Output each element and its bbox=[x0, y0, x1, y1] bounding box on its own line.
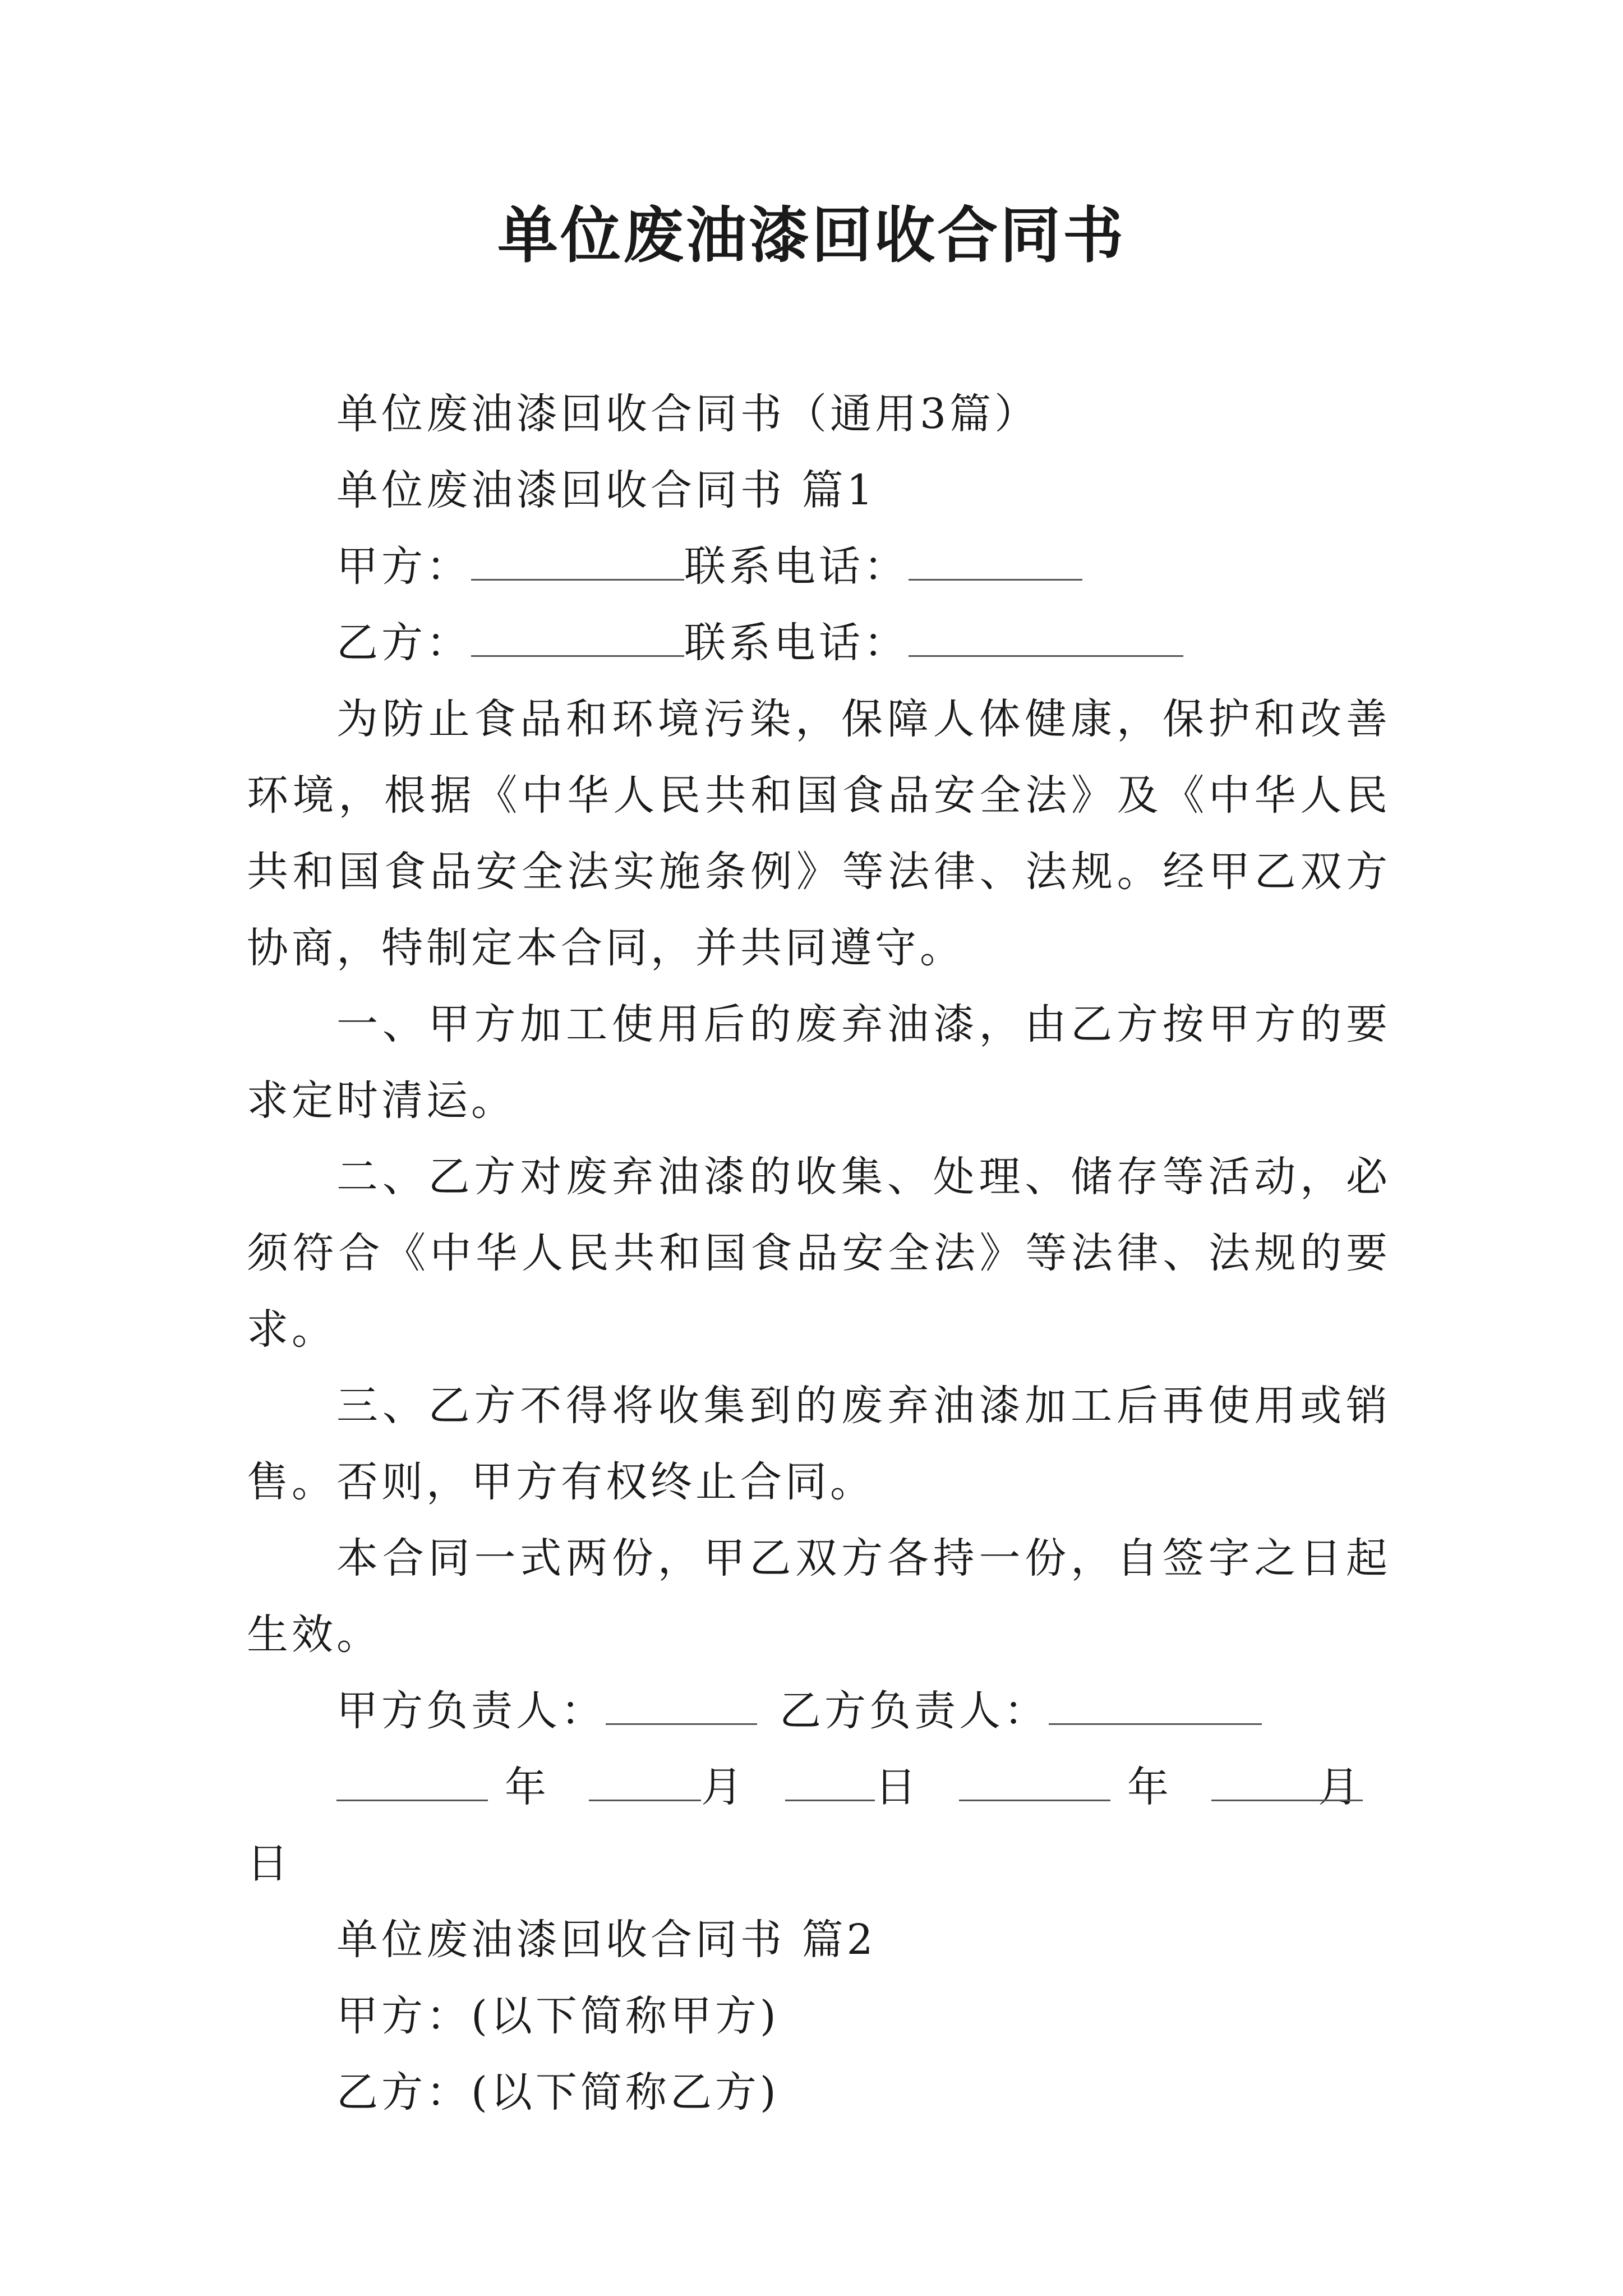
sign-b-label: 乙方负责人： bbox=[780, 1687, 1049, 1735]
date-b-day-label: 日 bbox=[247, 1839, 292, 1888]
party-a-line bbox=[247, 528, 1391, 605]
date-a-month-label: 月 bbox=[701, 1763, 746, 1811]
document-title: 单位废油漆回收合同书 bbox=[497, 200, 1126, 271]
party-b-label: 乙方： bbox=[336, 619, 471, 667]
intro-paragraph: 为防止食品和环境污染，保障人体健康，保护和改善环境，根据《中华人民共和国食品安全法》及《中华人民共和国食品安全法实施条例》等法律、法规。经甲乙双方协商，特制定本合同，并共同遵守。 bbox=[247, 695, 1391, 972]
party-a-phone-blank bbox=[909, 540, 1082, 581]
date-b-month-label: 月 bbox=[1318, 1763, 1363, 1811]
date-a-year-blank bbox=[336, 1760, 488, 1801]
date-a-month-blank bbox=[589, 1760, 701, 1801]
sign-a-blank bbox=[606, 1684, 757, 1725]
date-b-year-blank bbox=[959, 1760, 1110, 1801]
date-a-day-blank bbox=[785, 1760, 875, 1801]
copies-paragraph: 本合同一式两份，甲乙双方各持一份，自签字之日起生效。 bbox=[247, 1534, 1391, 1659]
clause-2: 二、乙方对废弃油漆的收集、处理、储存等活动，必须符合《中华人民共和国食品安全法》等法律、法规的要求。 bbox=[247, 1153, 1391, 1354]
party-b-phone-blank bbox=[909, 616, 1183, 657]
section1-heading: 单位废油漆回收合同书 篇1 bbox=[336, 466, 877, 514]
date-b-year-label: 年 bbox=[1127, 1763, 1172, 1811]
date-b-day-blank bbox=[1273, 1760, 1363, 1801]
party-a-label: 甲方： bbox=[336, 542, 471, 591]
signature-line bbox=[247, 1673, 1391, 1749]
sign-a-label: 甲方负责人： bbox=[336, 1687, 606, 1735]
section2-party-b: 乙方：(以下简称乙方) bbox=[336, 2068, 780, 2116]
document-body bbox=[247, 376, 1391, 2131]
clause-3: 三、乙方不得将收集到的废弃油漆加工后再使用或销售。否则，甲方有权终止合同。 bbox=[247, 1382, 1391, 1506]
date-line bbox=[247, 1749, 1391, 1902]
section2-heading: 单位废油漆回收合同书 篇2 bbox=[336, 1916, 877, 1964]
section2-party-a: 甲方：(以下简称甲方) bbox=[336, 1992, 780, 2040]
party-b-phone-label: 联系电话： bbox=[684, 619, 909, 667]
party-a-phone-label: 联系电话： bbox=[684, 542, 909, 591]
party-b-blank bbox=[471, 616, 684, 657]
date-a-year-label: 年 bbox=[505, 1763, 550, 1811]
clause-1: 一、甲方加工使用后的废弃油漆，由乙方按甲方的要求定时清运。 bbox=[247, 1000, 1391, 1125]
party-a-blank bbox=[471, 540, 684, 581]
party-b-line bbox=[247, 605, 1391, 681]
sign-b-blank bbox=[1049, 1684, 1262, 1725]
date-a-day-label: 日 bbox=[875, 1763, 920, 1811]
document-subtitle: 单位废油漆回收合同书（通用3篇） bbox=[336, 390, 1040, 438]
